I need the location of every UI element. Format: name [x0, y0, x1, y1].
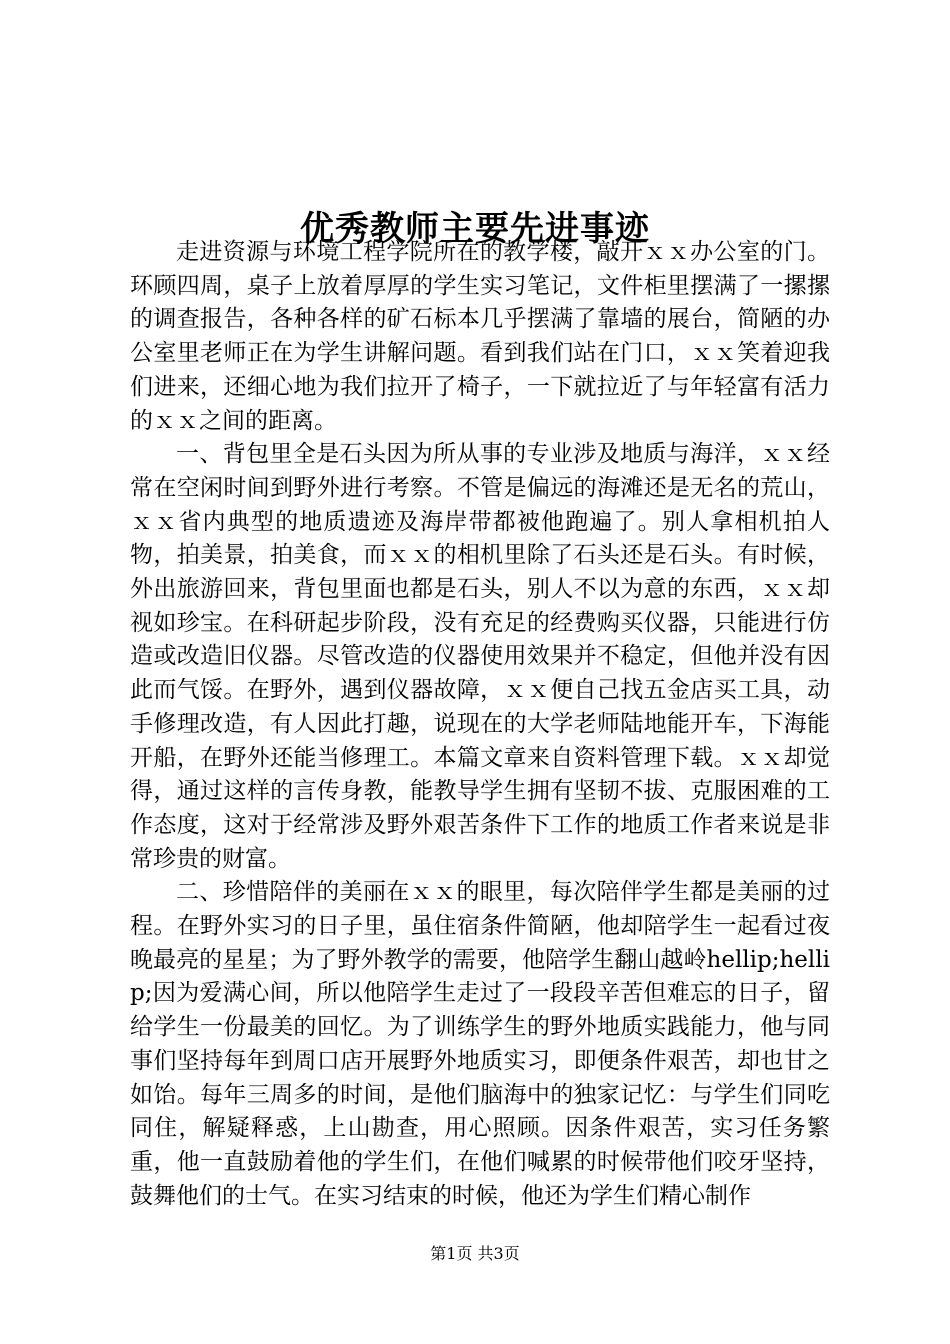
document-title: 优秀教师主要先进事迹 — [300, 208, 650, 249]
paragraph-section-1: 一、背包里全是石头因为所从事的专业涉及地质与海洋，ｘｘ经常在空闲时间到野外进行考察。不管是偏远的海滩还是无名的荒山，ｘｘ省内典型的地质遗迹及海岸带都被他跑遍了。别人拿相机拍人物，拍美景，拍美食，而ｘｘ的相机里除了石头还是石头。有时候，外出旅游回来，背包里面也都是石头，别人不以为意的东西，ｘｘ却视如珍宝。在科研起步阶段，没有充足的经费购买仪器，只能进行仿造或改造旧仪器。尽管改造的仪器使用效果并不稳定，但他并没有因此而气馁。在野外，遇到仪器故障，ｘｘ便自己找五金店买工具，动手修理改造，有人因此打趣，说现在的大学老师陆地能开车，下海能开船，在野外还能当修理工。本篇文章来自资料管理下载。ｘｘ却觉得，通过这样的言传身教，能教导学生拥有坚韧不拔、克服困难的工作态度，这对于经常涉及野外艰苦条件下工作的地质工作者来说是非常珍贵的财富。 — [130, 441, 830, 872]
paragraph-section-2: 二、珍惜陪伴的美丽在ｘｘ的眼里，每次陪伴学生都是美丽的过程。在野外实习的日子里，虽住宿条件简陋，他却陪学生一起看过夜晚最亮的星星；为了野外教学的需要，他陪学生翻山越岭hellip;hellip;因为爱满心间，所以他陪学生走过了一段段辛苦但难忘的日子，留给学生一份最美的回忆。为了训练学生的野外地质实践能力，他与同事们坚持每年到周口店开展野外地质实习，即便条件艰苦，却也甘之如饴。每年三周多的时间，是他们脑海中的独家记忆：与学生们同吃同住，解疑释惑，上山勘查，用心照顾。因条件艰苦，实习任务繁重，他一直鼓励着他的学生们，在他们喊累的时候带他们咬牙坚持，鼓舞他们的士气。在实习结束的时候，他还为学生们精心制作 — [130, 879, 830, 1209]
document-body — [130, 236, 830, 1213]
page-number-footer: 第1页 共3页 — [430, 1244, 520, 1263]
paragraph-intro: 走进资源与环境工程学院所在的教学楼，敲开ｘｘ办公室的门。环顾四周，桌子上放着厚厚的学生实习笔记，文件柜里摆满了一摞摞的调查报告，各种各样的矿石标本几乎摆满了靠墙的展台，简陋的办公室里老师正在为学生讲解问题。看到我们站在门口，ｘｘ笑着迎我们进来，还细心地为我们拉开了椅子，一下就拉近了与年轻富有活力的ｘｘ之间的距离。 — [130, 239, 830, 434]
